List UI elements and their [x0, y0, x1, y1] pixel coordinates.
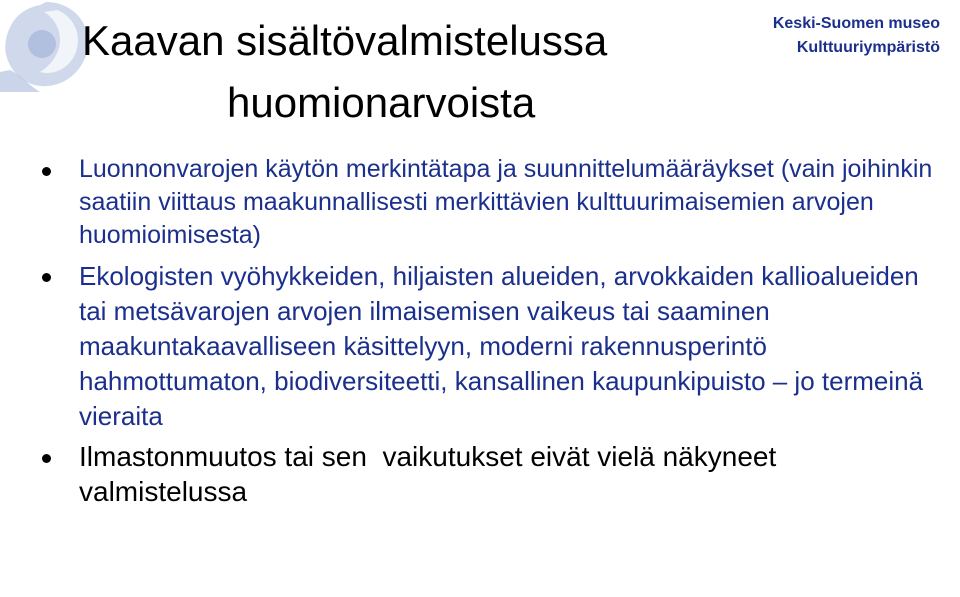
organization-department: Kulttuuriympäristö: [796, 39, 940, 56]
bullet-dot-icon: [42, 454, 51, 463]
slide-title-line-2: huomionarvoista: [227, 79, 536, 126]
bullet-item: [40, 439, 945, 509]
museum-logo-icon: [0, 0, 92, 92]
slide-title: [82, 10, 802, 134]
organization-name: Keski-Suomen museo: [772, 15, 940, 32]
bullet-text: Luonnonvarojen käytön merkintätapa ja suunnittelumääräykset (vain joihinkin saatiin viittaus maakunnallisesti merkittävien kulttuurimaisemien arvojen huomioimisesta): [79, 155, 940, 249]
slide-title-line-1: Kaavan sisältövalmistelussa: [82, 17, 608, 64]
bullet-item: [40, 153, 945, 252]
bullet-list: [40, 153, 945, 509]
bullet-dot-icon: [42, 273, 51, 282]
bullet-text: Ekologisten vyöhykkeiden, hiljaisten alueiden, arvokkaiden kallioalueiden tai metsävarojen arvojen ilmaisemisen vaikeus tai saaminen maakuntakaavalliseen käsittelyyn, moderni rakennusperintö hahmottumaton, biodiversiteetti, kansallinen kaupunkipuisto – jo termeinä vieraita: [79, 261, 931, 431]
bullet-text: Ilmastonmuutos tai sen vaikutukset eivät vielä näkyneet valmistelussa: [79, 441, 785, 507]
bullet-item: [40, 259, 945, 434]
bullet-dot-icon: [42, 167, 51, 176]
